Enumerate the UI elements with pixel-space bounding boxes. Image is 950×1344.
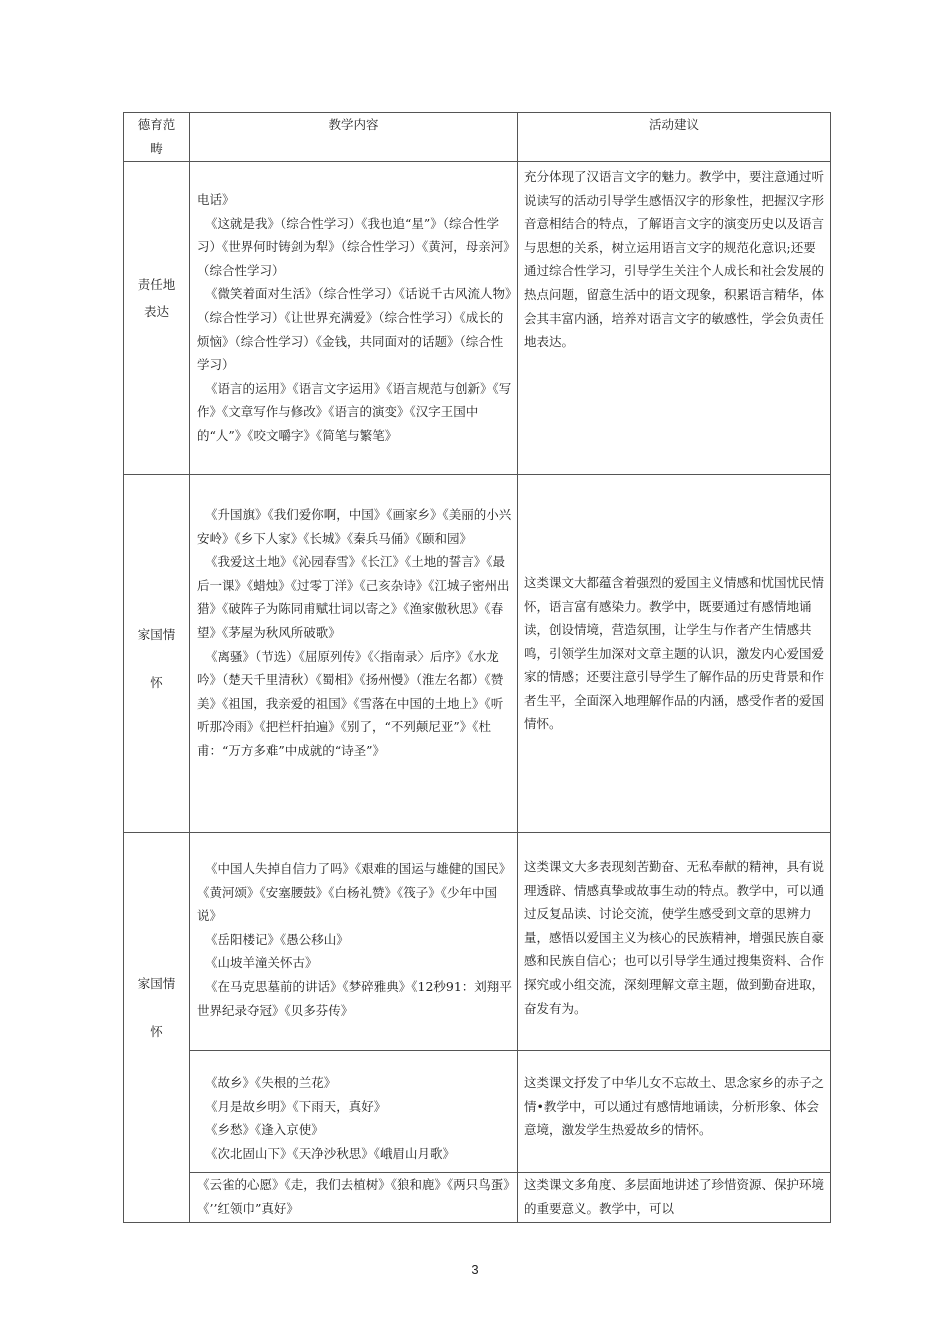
content-cell	[190, 1051, 518, 1173]
text-paragraph: 《离骚》（节选）《屈原列传》《〈指南录〉后序》《水龙吟》（楚天千里清秋）《蜀相》《扬州慢》（淮左名都）《赞美》《祖国，我亲爱的祖国》《雪落在中国的土地上》《听听那冷雨》《把栏杆拍遍》《别了，“不列颠尼亚”》《杜甫：“万方多难”中成就的“诗圣”》	[197, 648, 504, 758]
category-label: 家国情怀	[137, 626, 176, 690]
content-text: 《云雀的心愿》《走，我们去植树》《狼和鹿》《两只鸟蛋》《’’红领巾”真好》	[197, 1177, 510, 1216]
category-label: 责任地表达	[137, 277, 176, 319]
suggestion-text: 这类课文多角度、多层面地讲述了珍惜资源、保护环境的重要意义。教学中，可以	[524, 1177, 825, 1216]
content-text	[197, 1071, 513, 1165]
suggestion-cell	[518, 475, 831, 833]
curriculum-table	[123, 112, 831, 1223]
table-row	[124, 833, 831, 1051]
text-paragraph: 《山坡羊潼关怀古》	[205, 955, 318, 971]
content-text	[197, 503, 513, 763]
text-paragraph: 《我爱这土地》《沁园春雪》《长江》《土地的誓言》《最后一课》《蜡烛》《过零丁洋》《己亥杂诗》《江城子密州出猎》《破阵子为陈同甫赋壮词以寄之》《渔家傲秋思》《春望》《茅屋为秋风所破歌》	[197, 554, 510, 640]
table-header-row	[124, 113, 831, 162]
suggestion-cell	[518, 1051, 831, 1173]
content-cell	[190, 833, 518, 1051]
content-cell	[190, 162, 518, 475]
table-row	[124, 1051, 831, 1173]
category-cell	[124, 162, 190, 475]
text-paragraph: 《乡愁》《逢入京使》	[205, 1122, 324, 1138]
header-content: 教学内容	[190, 113, 518, 162]
text-paragraph: 《月是故乡明》《下雨天，真好》	[205, 1098, 387, 1114]
text-paragraph: 《次北固山下》《天净沙秋思》《峨眉山月歌》	[205, 1145, 456, 1161]
table-row	[124, 162, 831, 475]
suggestion-cell	[518, 162, 831, 475]
content-text	[197, 188, 513, 448]
text-paragraph: 《语言的运用》《语言文字运用》《语言规范与创新》《写作》《文章写作与修改》《语言的演变》《汉字王国中的“人”》《咬文嚼字》《简笔与繁笔》	[197, 380, 512, 443]
text-paragraph: 《在马克思墓前的讲话》《梦碎雅典》《12秒91：刘翔平世界纪录夺冠》《贝多芬传》	[197, 978, 512, 1018]
content-cell	[190, 475, 518, 833]
suggestion-text: 这类课文大都蕴含着强烈的爱国主义情感和忧国忧民情怀，语言富有感染力。教学中，既要通过有感情地诵读，创设情境，营造氛围，让学生与作者产生情感共鸣，引领学生加深对文章主题的认识，激发内心爱国爱家的情感；还要注意引导学生了解作品的历史背景和作者生平，全面深入地理解作品的内涵，感受作者的爱国情怀。	[524, 574, 825, 732]
suggestion-cell	[518, 1173, 831, 1223]
suggestion-text: 这类课文大多表现刻苦勤奋、无私奉献的精神，具有说理透辟、情感真挚或故事生动的特点。教学中，可以通过反复品读、讨论交流，使学生感受到文章的思辨力量，感悟以爱国主义为核心的民族精神，增强民族自豪感和民族自信心；也可以引导学生通过搜集资料、合作探究或小组交流，深刻理解文章主题，做到勤奋进取，奋发有为。	[524, 859, 825, 1016]
suggestion-text: 充分体现了汉语言文字的魅力。教学中，要注意通过听说读写的活动引导学生感悟汉字的形象性，把握汉字形音意相结合的特点，了解语言文字的演变历史以及语言与思想的关系，树立运用语言文字的规范化意识;还要通过综合性学习，引导学生关注个人成长和社会发展的热点问题，留意生活中的语文现象，积累语言精华，体会其丰富内涵，培养对语言文字的敏感性，学会负责任地表达。	[524, 169, 825, 350]
text-paragraph: 《这就是我》（综合性学习）《我也追“星”》（综合性学习）《世界何时铸剑为犁》（综合性学习）《黄河，母亲河》（综合性学习）	[197, 215, 510, 278]
text-paragraph: 《故乡》《失根的兰花》	[205, 1075, 337, 1090]
table-row	[124, 1173, 831, 1223]
text-paragraph: 《中国人失掉自信力了吗》《艰难的国运与雄健的国民》《黄河颂》《安塞腰鼓》《白杨礼赞》《筏子》《少年中国说》	[197, 861, 512, 924]
content-cell	[190, 1173, 518, 1223]
table-row	[124, 475, 831, 833]
category-cell	[124, 475, 190, 833]
page-number: 3	[471, 1262, 479, 1277]
text-paragraph: 电话》	[197, 192, 235, 207]
text-paragraph: 《微笑着面对生活》（综合性学习）《话说千古风流人物》（综合性学习）《让世界充满爱》（综合性学习）《成长的烦恼》（综合性学习）《金钱，共同面对的话题》（综合性学习）	[197, 286, 512, 373]
category-label: 家国情怀	[137, 975, 176, 1039]
header-suggestion: 活动建议	[518, 113, 831, 162]
category-cell	[124, 833, 190, 1223]
text-paragraph: 《升国旗》《我们爱你啊，中国》《画家乡》《美丽的小兴安岭》《乡下人家》《长城》《秦兵马俑》《颐和园》	[197, 507, 512, 546]
suggestion-text: 这类课文抒发了中华儿女不忘故土、思念家乡的赤子之情•教学中，可以通过有感情地诵读，分析形象、体会意境，激发学生热爱故乡的情怀。	[524, 1075, 825, 1138]
text-paragraph: 《岳阳楼记》《愚公移山》	[205, 931, 349, 947]
header-category: 德育范畴	[124, 113, 190, 162]
content-text	[197, 857, 513, 1022]
suggestion-cell	[518, 833, 831, 1051]
